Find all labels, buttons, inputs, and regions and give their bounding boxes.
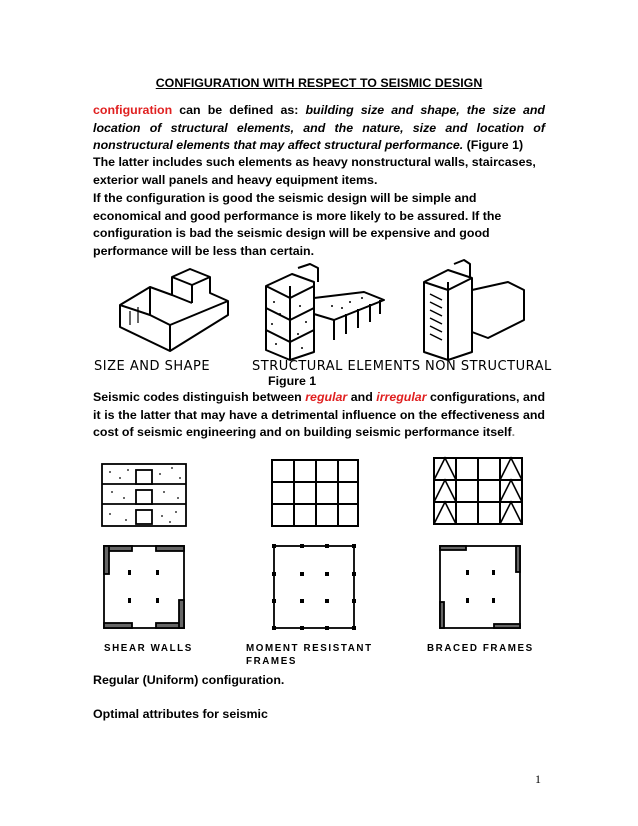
term-irregular: irregular [376, 390, 427, 404]
label-shear-walls: SHEAR WALLS [104, 643, 193, 654]
page-title: CONFIGURATION WITH RESPECT TO SEISMIC DESIGN [155, 76, 483, 90]
term-regular: regular [305, 390, 348, 404]
label-structural-elements: STRUCTURAL ELEMENTS [252, 359, 421, 374]
figure-1-caption: Figure 1 [268, 374, 317, 388]
definition-paragraph [93, 102, 545, 155]
shear-walls-plan [100, 542, 188, 632]
page-number: 1 [535, 772, 541, 786]
latter-paragraph: The latter includes such elements as heavy nonstructural walls, staircases, exterior wall panels and heavy equipment items. [93, 155, 536, 187]
non-structural-sketch [408, 260, 528, 360]
label-frames: FRAMES [246, 656, 297, 667]
configuration-paragraph: If the configuration is good the seismic design will be simple and economical and good performance is more likely to be assured. If the configuration is bad the seismic design will be expensive and good performance will be less than certain. [93, 191, 502, 258]
moment-resistant-elevation [270, 458, 362, 528]
definition-intro: can be defined as: [172, 103, 306, 117]
label-braced-frames: BRACED FRAMES [427, 643, 534, 654]
braced-frames-plan [436, 542, 524, 632]
figure-reference: (Figure 1) [463, 138, 524, 152]
label-non-structural: NON STRUCTURAL [425, 359, 552, 374]
shear-walls-elevation [100, 462, 190, 528]
braced-frames-elevation [432, 456, 526, 526]
term-configuration: configuration [93, 103, 173, 117]
regular-configuration-caption: Regular (Uniform) configuration. [93, 673, 285, 687]
structural-elements-sketch [262, 262, 387, 362]
seismic-codes-paragraph: Seismic codes distinguish between regular and irregular configurations, and it is the latter that may have a detrimental influence on the effectiveness and cost of seismic engineering and on building seismic performance itself. [93, 390, 546, 439]
label-size-and-shape: SIZE AND SHAPE [94, 359, 211, 374]
label-moment-resistant: MOMENT RESISTANT [246, 643, 373, 654]
definition-text: building size and shape, the size and location of structural elements, and the nature, size and location of nonstructural elements that may affect structural performance. [93, 103, 546, 152]
size-and-shape-sketch [110, 265, 230, 360]
optimal-attributes-heading: Optimal attributes for seismic [93, 707, 268, 721]
moment-resistant-plan [270, 542, 358, 632]
